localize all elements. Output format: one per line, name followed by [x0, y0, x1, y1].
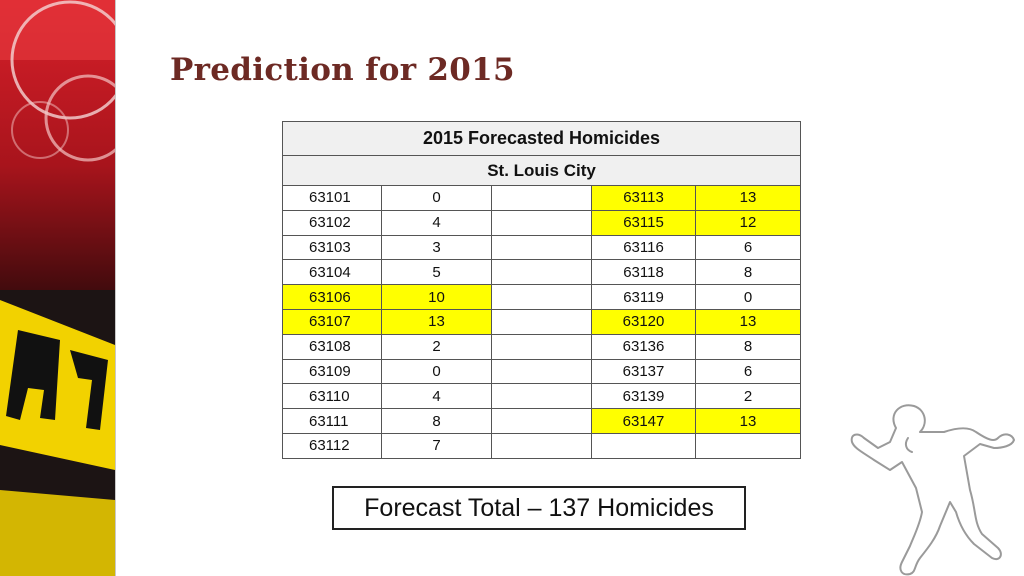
- forecast-total-text: Forecast Total – 137 Homicides: [364, 493, 714, 522]
- forecast-table-body: [283, 122, 801, 459]
- spacer-cell: [492, 260, 592, 285]
- spacer-cell: [492, 235, 592, 260]
- zip-code-cell: 63101: [283, 186, 382, 211]
- zip-code-cell: 63147: [592, 409, 696, 434]
- zip-code-cell: 63112: [283, 433, 382, 458]
- forecast-value-cell: 8: [696, 334, 801, 359]
- spacer-cell: [492, 409, 592, 434]
- forecast-value-cell: 13: [696, 309, 801, 334]
- zip-code-cell: 63110: [283, 384, 382, 409]
- spacer-cell: [492, 359, 592, 384]
- forecast-value-cell: 5: [382, 260, 492, 285]
- table-row: [283, 409, 801, 434]
- forecast-value-cell: 8: [382, 409, 492, 434]
- spacer-cell: [492, 334, 592, 359]
- forecast-table: [282, 121, 801, 459]
- zip-code-cell: 63137: [592, 359, 696, 384]
- table-row: [283, 260, 801, 285]
- table-title-row: [283, 122, 801, 156]
- table-row: [283, 359, 801, 384]
- zip-code-cell: 63136: [592, 334, 696, 359]
- forecast-value-cell: 4: [382, 210, 492, 235]
- forecast-total-box: [332, 486, 746, 530]
- table-subtitle-row: [283, 156, 801, 186]
- spacer-cell: [492, 433, 592, 458]
- zip-code-cell: 63106: [283, 285, 382, 310]
- spacer-cell: [492, 186, 592, 211]
- forecast-value-cell: 0: [696, 285, 801, 310]
- table-row: [283, 285, 801, 310]
- forecast-value-cell: 3: [382, 235, 492, 260]
- zip-code-cell: 63109: [283, 359, 382, 384]
- zip-code-cell: 63104: [283, 260, 382, 285]
- zip-code-cell: 63115: [592, 210, 696, 235]
- table-row: [283, 210, 801, 235]
- forecast-value-cell: 6: [696, 359, 801, 384]
- photo-divider: [115, 0, 116, 576]
- forecast-value-cell: 2: [696, 384, 801, 409]
- zip-code-cell: 63119: [592, 285, 696, 310]
- table-row: [283, 334, 801, 359]
- forecast-value-cell: 0: [382, 186, 492, 211]
- forecast-value-cell: 13: [382, 309, 492, 334]
- table-row: [283, 433, 801, 458]
- zip-code-cell: 63116: [592, 235, 696, 260]
- zip-code-cell: 63108: [283, 334, 382, 359]
- police-tape-image: [0, 0, 115, 576]
- zip-code-cell: [592, 433, 696, 458]
- zip-code-cell: 63103: [283, 235, 382, 260]
- forecast-value-cell: 13: [696, 409, 801, 434]
- spacer-cell: [492, 285, 592, 310]
- table-row: [283, 309, 801, 334]
- forecast-value-cell: 4: [382, 384, 492, 409]
- forecast-value-cell: 12: [696, 210, 801, 235]
- table-row: [283, 186, 801, 211]
- table-row: [283, 384, 801, 409]
- spacer-cell: [492, 384, 592, 409]
- forecast-value-cell: 8: [696, 260, 801, 285]
- zip-code-cell: 63113: [592, 186, 696, 211]
- crime-scene-photo-strip: [0, 0, 115, 576]
- zip-code-cell: 63139: [592, 384, 696, 409]
- table-row: [283, 235, 801, 260]
- spacer-cell: [492, 309, 592, 334]
- spacer-cell: [492, 210, 592, 235]
- forecast-value-cell: 6: [696, 235, 801, 260]
- zip-code-cell: 63102: [283, 210, 382, 235]
- forecast-value-cell: 2: [382, 334, 492, 359]
- forecast-value-cell: 0: [382, 359, 492, 384]
- zip-code-cell: 63118: [592, 260, 696, 285]
- zip-code-cell: 63120: [592, 309, 696, 334]
- zip-code-cell: 63107: [283, 309, 382, 334]
- slide-title: Prediction for 2015: [170, 52, 515, 88]
- table-title: 2015 Forecasted Homicides: [283, 122, 801, 156]
- zip-code-cell: 63111: [283, 409, 382, 434]
- forecast-value-cell: 7: [382, 433, 492, 458]
- forecast-value-cell: [696, 433, 801, 458]
- body-outline-icon: [848, 398, 1024, 576]
- forecast-value-cell: 10: [382, 285, 492, 310]
- forecast-value-cell: 13: [696, 186, 801, 211]
- table-subtitle: St. Louis City: [283, 156, 801, 186]
